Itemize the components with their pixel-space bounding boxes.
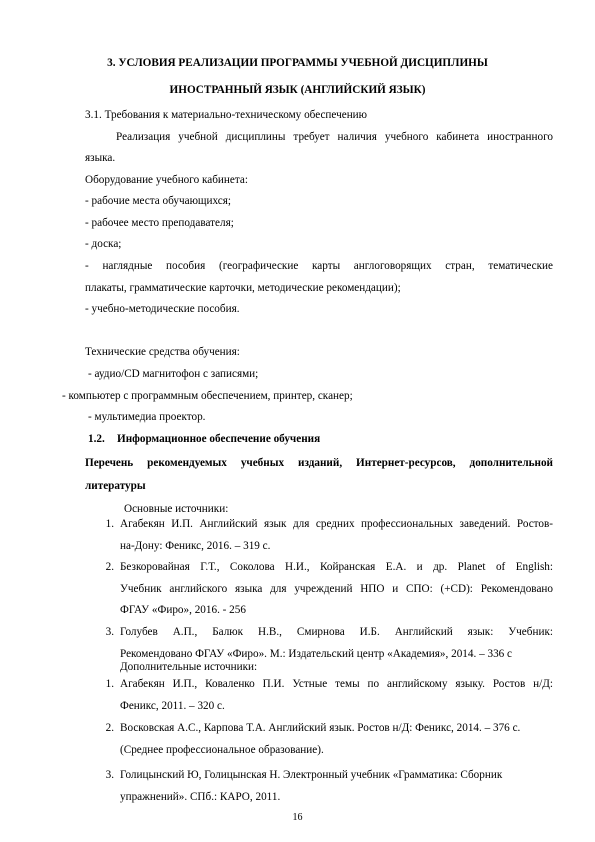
section-1-2-number: 1.2.	[88, 433, 105, 445]
equipment-item: - доска;	[85, 238, 122, 250]
list-number: 1.	[105, 678, 114, 690]
list-number: 2.	[105, 561, 114, 573]
intro-line-2: языка.	[85, 152, 116, 164]
section-1-2-title: Информационное обеспечение обучения	[117, 433, 321, 445]
extra-source-2-line-2: (Среднее профессиональное образование).	[120, 744, 324, 756]
aids-line-3: - учебно-методические пособия.	[85, 303, 240, 315]
main-source-3-line-2: Рекомендовано ФГАУ «Фиро». М.: Издательский центр «Академия», 2014. – 336 с	[120, 648, 513, 660]
tech-item: - аудио/CD магнитофон с записями;	[88, 368, 259, 380]
list-number: 3.	[105, 626, 114, 638]
tech-title: Технические средства обучения:	[85, 346, 240, 358]
list-number: 3.	[105, 769, 114, 781]
extra-source-3-line-1: Голицынский Ю, Голицынская Н. Электронный учебник «Грамматика: Сборник	[120, 769, 503, 781]
chapter-heading-line-1: 3. УСЛОВИЯ РЕАЛИЗАЦИИ ПРОГРАММЫ УЧЕБНОЙ ДИСЦИПЛИНЫ	[107, 57, 488, 69]
sources-subtitle-line-1: Перечень рекомендуемых учебных изданий, Интернет-ресурсов, дополнительной	[85, 457, 553, 469]
extra-source-1-line-1: Агабекян И.П., Коваленко П.И. Устные темы по английскому языку. Ростов н/Д:	[120, 678, 553, 690]
extra-source-1-line-2: Феникс, 2011. – 320 с.	[120, 700, 225, 712]
equipment-title: Оборудование учебного кабинета:	[85, 174, 248, 186]
sources-subtitle-line-2: литературы	[85, 480, 146, 492]
extra-sources-title: Дополнительные источники:	[120, 661, 258, 673]
main-source-1-line-1: Агабекян И.П. Английский язык для средних профессиональных заведений. Ростов-	[120, 518, 553, 530]
equipment-item: - рабочее место преподавателя;	[85, 217, 234, 229]
section-3-1-title: 3.1. Требования к материально-техническому обеспечению	[85, 109, 368, 121]
main-source-2-line-1: Безкоровайная Г.Т., Соколова Н.И., Койранская Е.А. и др. Planet of English:	[120, 561, 553, 573]
tech-item: - компьютер с программным обеспечением, принтер, сканер;	[62, 390, 353, 402]
equipment-item: - рабочие места обучающихся;	[85, 195, 232, 207]
page-number: 16	[292, 812, 303, 823]
chapter-heading-line-2: ИНОСТРАННЫЙ ЯЗЫК (АНГЛИЙСКИЙ ЯЗЫК)	[169, 84, 426, 96]
aids-line-1: - наглядные пособия (географические карты англоговорящих стран, тематические	[85, 260, 553, 272]
main-source-2-line-2: Учебник английского языка для учреждений НПО и СПО: (+CD): Рекомендовано	[120, 583, 553, 595]
main-source-1-line-2: на-Дону: Феникс, 2016. – 319 с.	[120, 540, 271, 552]
main-sources-title: Основные источники:	[124, 503, 229, 515]
aids-line-2: плакаты, грамматические карточки, методические рекомендации);	[85, 282, 401, 294]
list-number: 2.	[105, 722, 114, 734]
tech-item: - мультимедиа проектор.	[88, 411, 206, 423]
intro-line-1: Реализация учебной дисциплины требует наличия учебного кабинета иностранного	[116, 131, 553, 143]
extra-source-3-line-2: упражнений». СПб.: КАРО, 2011.	[120, 791, 281, 803]
main-source-2-line-3: ФГАУ «Фиро», 2016. - 256	[120, 604, 246, 616]
extra-source-2-line-1: Восковская А.С., Карпова Т.А. Английский язык. Ростов н/Д: Феникс, 2014. – 376 с.	[120, 722, 521, 734]
main-source-3-line-1: Голубев А.П., Балюк Н.В., Смирнова И.Б. Английский язык: Учебник:	[120, 626, 553, 638]
list-number: 1.	[105, 518, 114, 530]
